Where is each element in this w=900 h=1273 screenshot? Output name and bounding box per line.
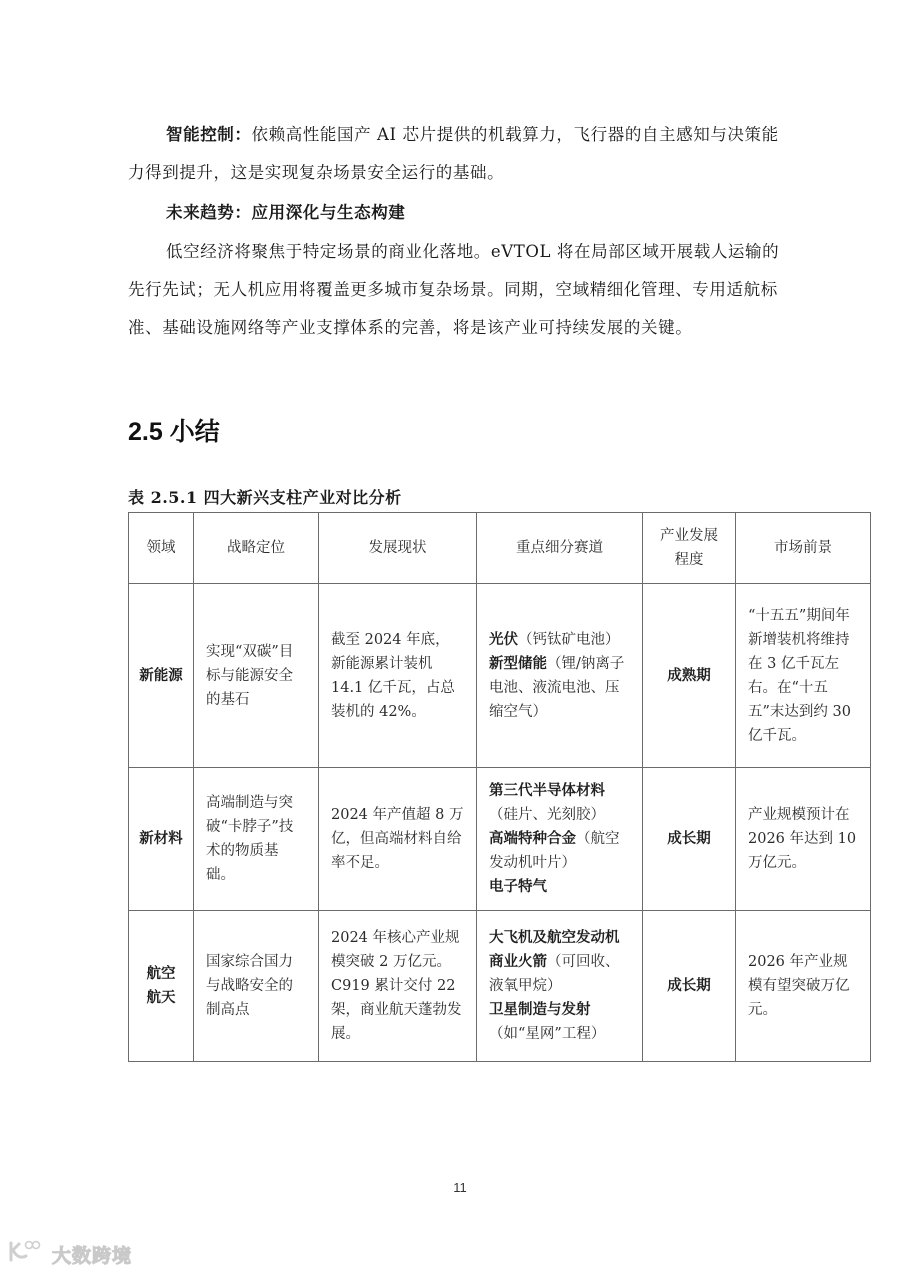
table-header-row	[129, 513, 871, 584]
table-row	[129, 584, 871, 768]
cell-outlook: “十五五”期间年新增装机将维持在 3 亿千瓦左右。在“十五五”末达到约 30 亿千瓦。	[736, 584, 871, 768]
cell-area: 新材料	[129, 768, 194, 911]
cell-stage: 成长期	[643, 768, 736, 911]
watermark-text: 大数跨境	[52, 1245, 133, 1267]
cell-tracks	[477, 768, 643, 911]
cell-outlook: 产业规模预计在 2026 年达到 10 万亿元。	[736, 768, 871, 911]
paragraph-intelligent-control	[128, 116, 788, 192]
header-tracks: 重点细分赛道	[477, 513, 643, 584]
track-name: 第三代半导体材料	[489, 782, 605, 799]
track-name: 高端特种合金	[489, 830, 576, 847]
watermark	[8, 1240, 132, 1268]
cell-tracks	[477, 911, 643, 1062]
cell-outlook: 2026 年产业规模有望突破万亿元。	[736, 911, 871, 1062]
header-status: 发展现状	[319, 513, 477, 584]
track-name: 新型储能	[489, 654, 547, 672]
track-name: 商业火箭	[489, 953, 547, 970]
cell-position: 高端制造与突破“卡脖子”技术的物质基础。	[194, 768, 319, 911]
cell-area: 新能源	[129, 584, 194, 768]
table-caption: 表 2.5.1 四大新兴支柱产业对比分析	[128, 488, 402, 507]
watermark-logo-icon	[8, 1240, 42, 1267]
track-detail: （航空发动机叶片）	[489, 831, 620, 871]
track-detail: （如“星网”工程）	[489, 1026, 606, 1042]
paragraph-text: 依赖高性能国产 AI 芯片提供的机载算力，飞行器的自主感知与决策能力得到提升，这是实现复杂场景安全运行的基础。	[128, 125, 779, 182]
cell-tracks	[477, 584, 643, 768]
cell-status: 2024 年核心产业规模突破 2 万亿元。C919 累计交付 22 架，商业航天蓬勃发展。	[319, 911, 477, 1062]
cell-position: 国家综合国力与战略安全的制高点	[194, 911, 319, 1062]
cell-stage: 成长期	[643, 911, 736, 1062]
cell-status: 截至 2024 年底，新能源累计装机 14.1 亿千瓦，占总装机的 42%。	[319, 584, 477, 768]
cell-area: 航空航天	[129, 911, 194, 1062]
table-row	[129, 768, 871, 911]
table-row	[129, 911, 871, 1062]
paragraph-future-trends: 低空经济将聚焦于特定场景的商业化落地。eVTOL 将在局部区域开展载人运输的先行先试；无人机应用将覆盖更多城市复杂场景。同期，空域精细化管理、专用适航标准、基础设施网络等产业支撑体系的完善，将是该产业可持续发展的关键。	[128, 242, 780, 337]
comparison-table	[128, 512, 871, 1062]
track-name: 电子特气	[489, 878, 547, 895]
paragraph-lead: 智能控制：	[166, 125, 252, 144]
track-name: 大飞机及航空发动机	[489, 929, 620, 946]
page-number: 11	[453, 1180, 467, 1195]
cell-status: 2024 年产值超 8 万亿，但高端材料自给率不足。	[319, 768, 477, 911]
header-position: 战略定位	[194, 513, 319, 584]
track-detail: （钙钛矿电池）	[518, 631, 620, 648]
track-name: 卫星制造与发射	[489, 1001, 591, 1018]
subheading-future-trends: 未来趋势：应用深化与生态构建	[166, 203, 406, 222]
track-detail: （硅片、光刻胶）	[489, 807, 605, 823]
cell-position: 实现“双碳”目标与能源安全的基石	[194, 584, 319, 768]
header-outlook: 市场前景	[736, 513, 871, 584]
cell-stage: 成熟期	[643, 584, 736, 768]
header-stage: 产业发展程度	[643, 513, 736, 584]
header-area: 领域	[129, 513, 194, 584]
track-detail: （锂/钠离子电池、液流电池、压缩空气）	[489, 655, 625, 720]
track-detail: （可回收、液氧甲烷）	[489, 954, 620, 994]
section-title: 2.5 小结	[128, 418, 220, 446]
track-name: 光伏	[489, 630, 518, 648]
